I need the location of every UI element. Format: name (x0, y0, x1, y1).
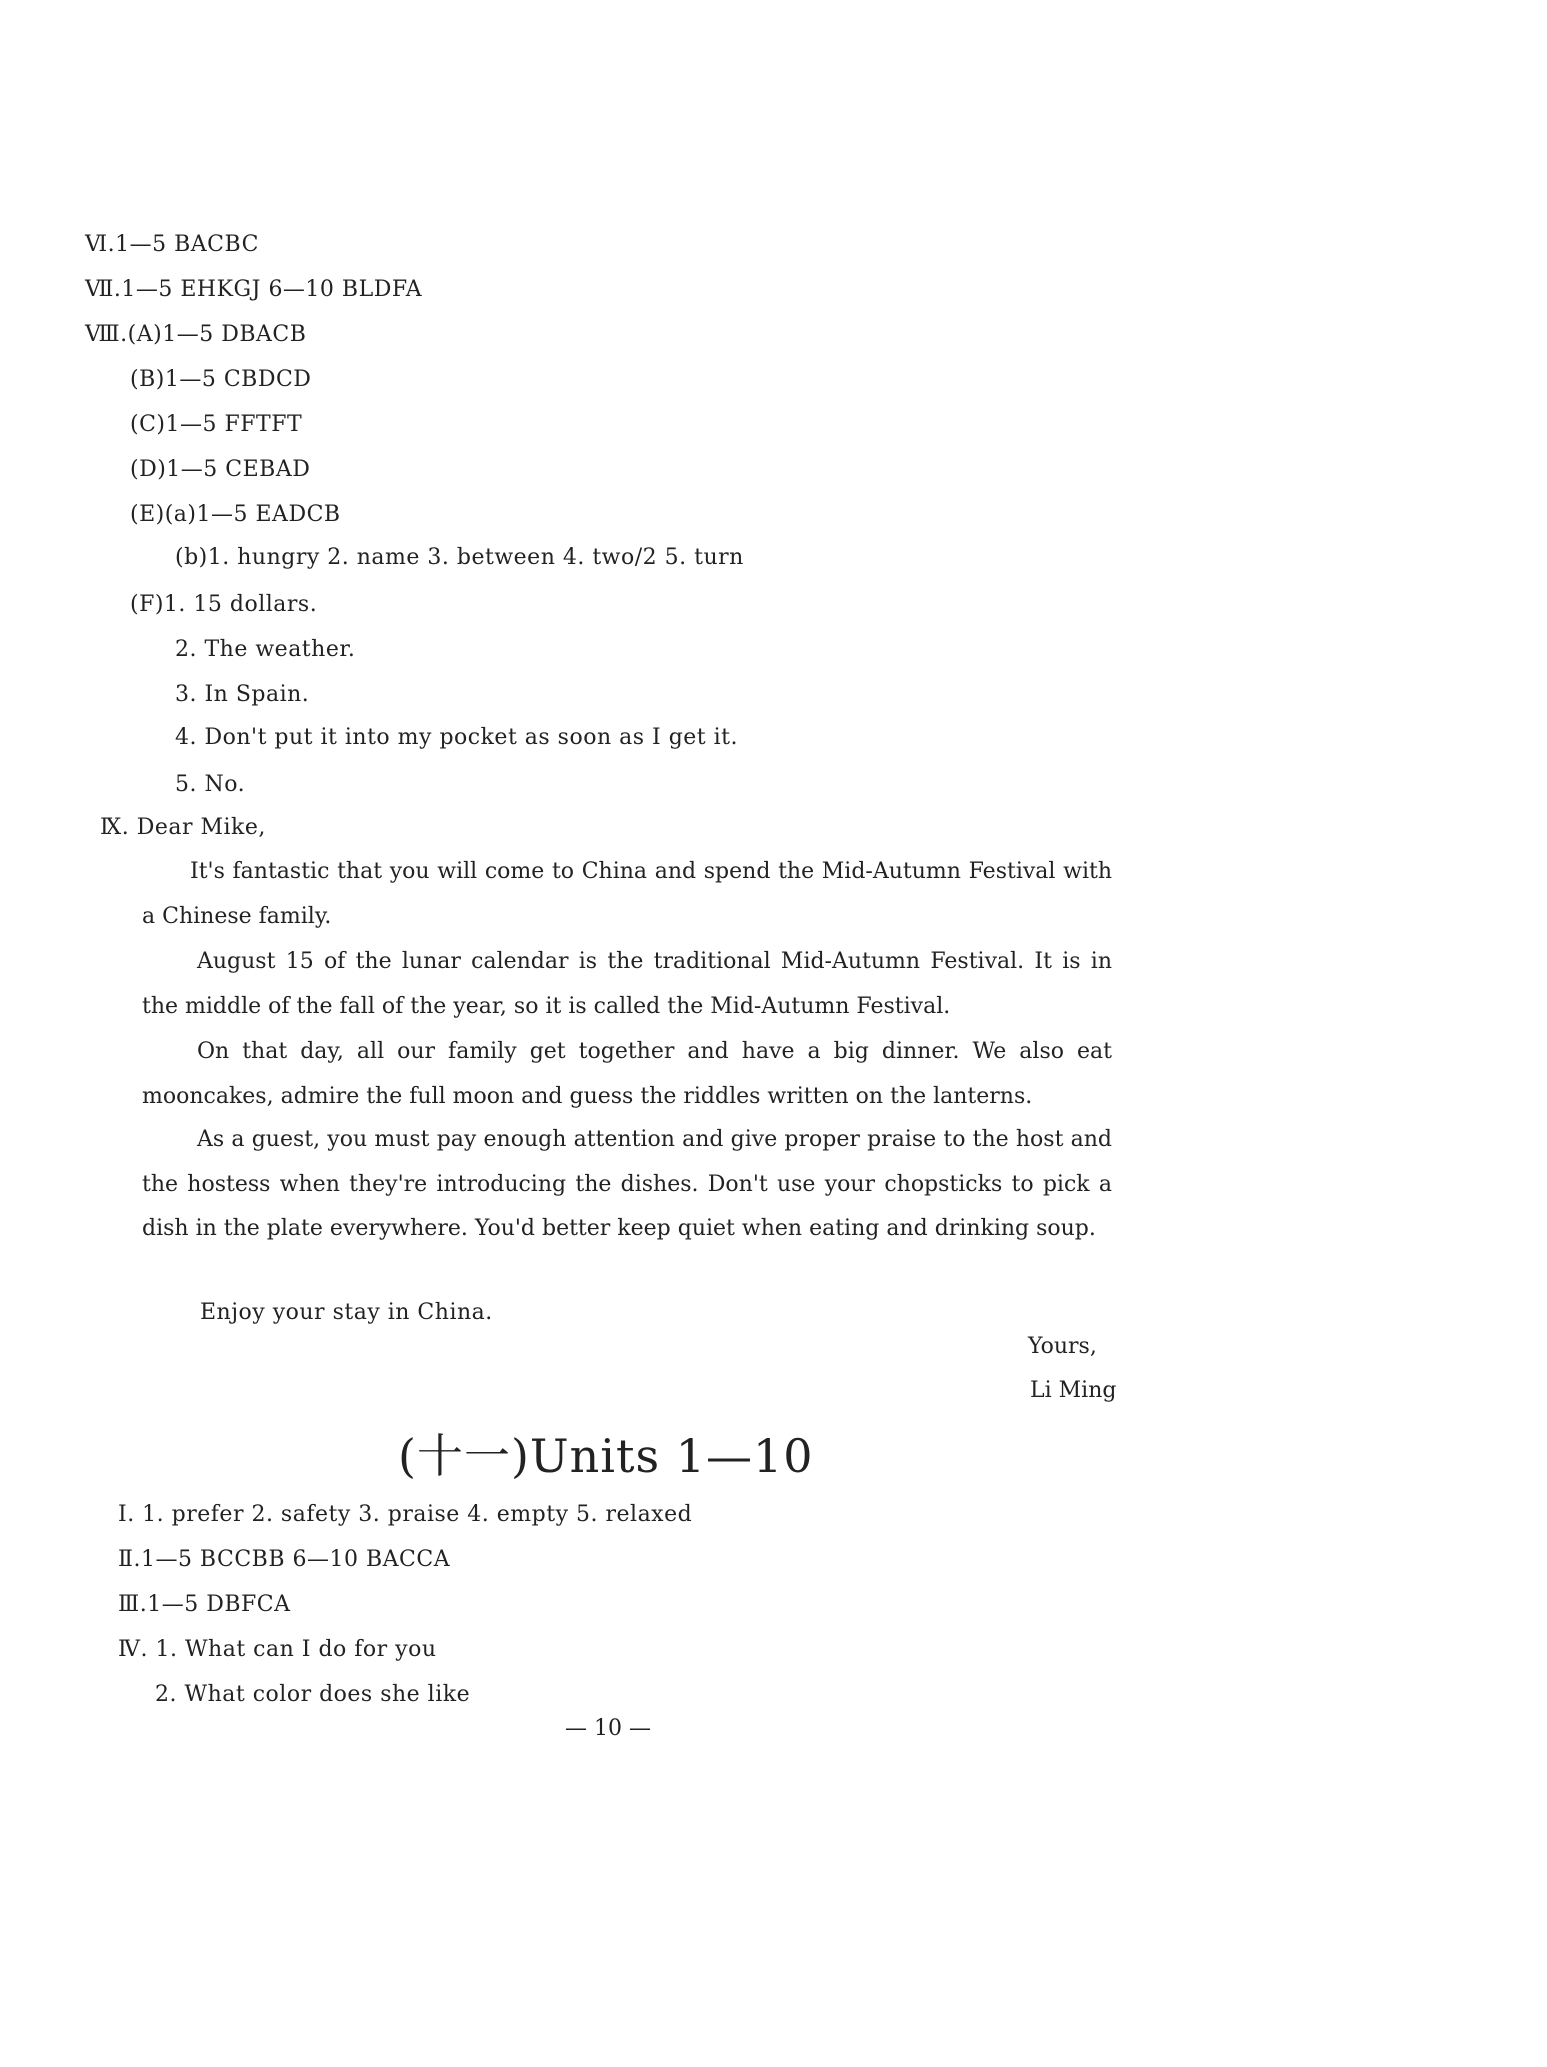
section-title: (十一)Units 1—10 (398, 1429, 814, 1483)
answer-line: 3. In Spain. (175, 682, 310, 707)
letter-paragraph: On that day, all our family get together and have a big dinner. We also eat mooncakes, admire the full moon and guess the riddles written on the lanterns. (142, 1039, 1112, 1109)
answer-line: Ⅳ. 1. What can I do for you (118, 1637, 437, 1662)
letter-heading: Ⅸ. Dear Mike, (100, 815, 266, 840)
letter-paragraph: As a guest, you must pay enough attention and give proper praise to the host and the hostess when they're introducing the dishes. Don't use your chopsticks to pick a dish in the plate everywhere. You'd better keep quiet when eating and drinking soup. (142, 1127, 1112, 1241)
answer-line: Ⅶ.1—5 EHKGJ 6—10 BLDFA (85, 277, 423, 302)
answer-line: Ⅲ.1—5 DBFCA (118, 1592, 291, 1617)
page-number: — 10 — (565, 1716, 651, 1741)
letter-closing: Yours, (1028, 1334, 1097, 1359)
answer-line: Ⅵ.1—5 BACBC (85, 232, 259, 257)
answer-line: 2. What color does she like (155, 1682, 471, 1707)
letter-signature: Li Ming (1030, 1378, 1117, 1403)
letter-paragraph: Enjoy your stay in China. (200, 1300, 493, 1325)
answer-line: (F)1. 15 dollars. (130, 592, 318, 617)
answer-line: (D)1—5 CEBAD (130, 457, 311, 482)
answer-line: 5. No. (175, 772, 246, 797)
answer-line: (b)1. hungry 2. name 3. between 4. two/2 5. turn (175, 545, 744, 570)
answer-line: 4. Don't put it into my pocket as soon as I get it. (175, 725, 739, 750)
answer-line: Ⅰ. 1. prefer 2. safety 3. praise 4. empty 5. relaxed (118, 1502, 693, 1527)
answer-line: (B)1—5 CBDCD (130, 367, 312, 392)
answer-line: 2. The weather. (175, 637, 356, 662)
answer-line: (C)1—5 FFTFT (130, 412, 303, 437)
letter-paragraph: August 15 of the lunar calendar is the traditional Mid-Autumn Festival. It is in the middle of the fall of the year, so it is called the Mid-Autumn Festival. (142, 949, 1112, 1019)
answer-line: (E)(a)1—5 EADCB (130, 502, 341, 527)
answer-line: Ⅱ.1—5 BCCBB 6—10 BACCA (118, 1547, 451, 1572)
letter-paragraph: It's fantastic that you will come to China and spend the Mid-Autumn Festival with a Chinese family. (142, 859, 1112, 929)
answer-line: Ⅷ.(A)1—5 DBACB (85, 322, 307, 347)
